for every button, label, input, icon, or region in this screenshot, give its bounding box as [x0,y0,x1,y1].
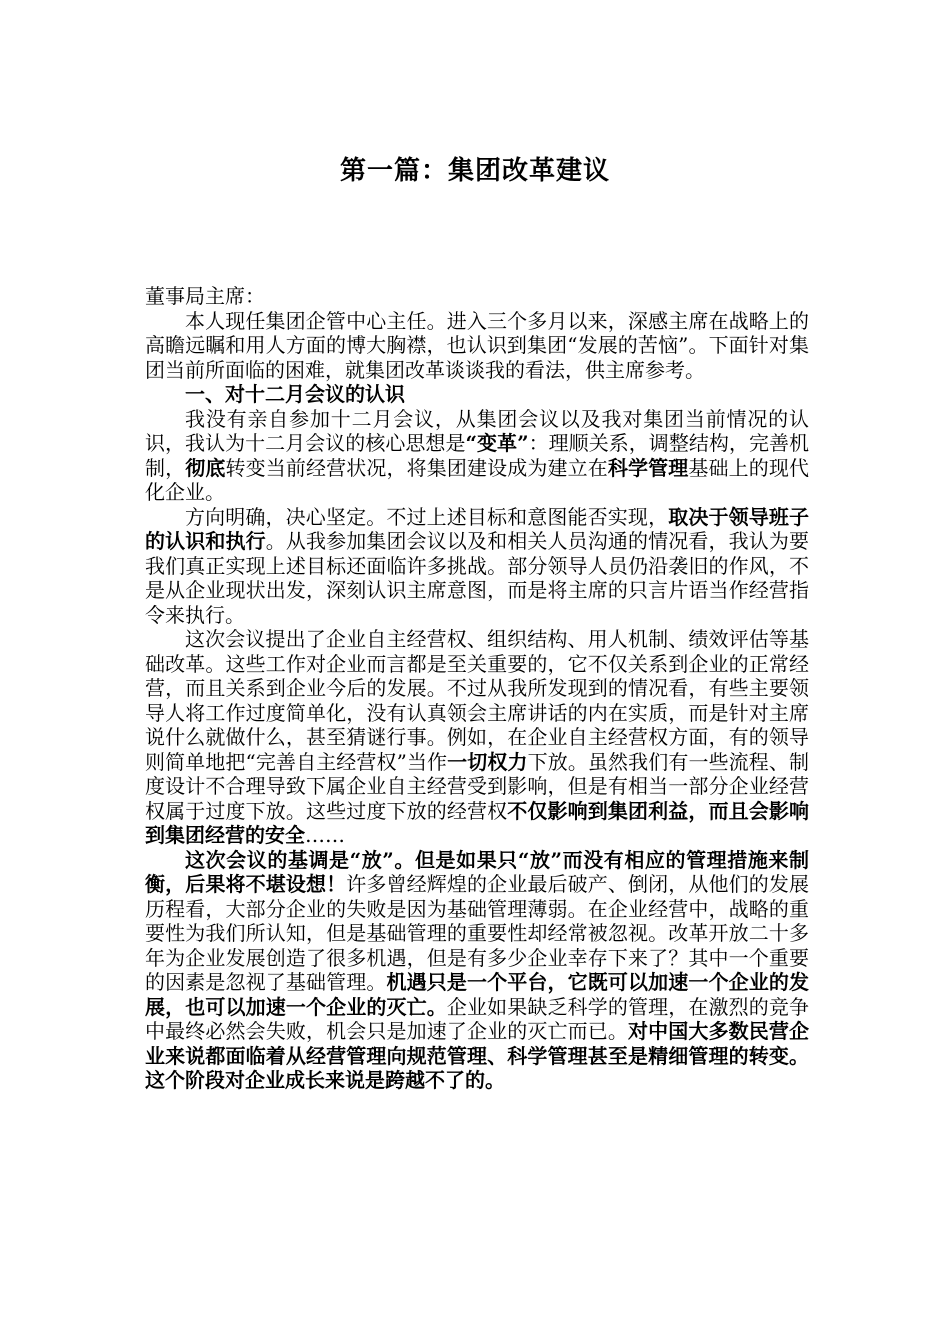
paragraph-1: 本人现任集团企管中心主任。进入三个多月以来，深感主席在战略上的高瞻远瞩和用人方面的博大胸襟，也认识到集团“发展的苦恼”。下面针对集团当前所面临的困难，就集团改革谈谈我的看法，供主席参考。 [145,308,809,382]
paragraph-4-text-e: …… [305,823,345,847]
paragraph-2-bold-b: “变革” [465,431,529,455]
paragraph-2-text-c: ：理顺关系，调整结构，完善机制， [145,431,810,480]
paragraph-2-text-g: 基础上的现代化企业。 [145,455,809,504]
paragraph-2 [145,407,809,505]
paragraph-2-text-a: 我没有亲自参加十二月会议，从集团会议以及我对集团当前情况的认识，我认为十二月会议的核心思想是 [145,406,809,455]
paragraph-4-bold-d: 不仅影响到集团利益，而且会影响到集团经营的安全 [145,798,809,847]
paragraph-2-bold-d: 彻底 [185,455,226,480]
paragraph-3-bold-b: 取决于领导班子的认识和执行 [145,504,810,553]
paragraph-4-bold-b: 一切权力 [447,749,528,774]
document-body [145,284,809,1093]
paragraph-4-text-c: 下放。虽然我们有一些流程、制度设计不合理导致下属企业自主经营受到影响，但是有相当一部分企业经营权属于过度下放。这些过度下放的经营权 [145,749,810,823]
paragraph-2-text-e: 转变当前经营状况，将集团建设成为建立在 [225,455,608,480]
salutation: 董事局主席： [145,284,265,308]
document-title: 第一篇：集团改革建议 [339,156,610,186]
paragraph-5-bold-c: 机遇只是一个平台，它既可以加速一个企业的发展，也可以加速一个企业的灭亡。 [145,970,809,1019]
paragraph-5 [145,848,809,1093]
paragraph-4 [145,627,809,848]
section-heading-1-text: 一、对十二月会议的认识 [185,382,405,406]
paragraph-2-bold-f: 科学管理 [607,455,689,480]
paragraph-3-text-c: 。从我参加集团会议以及和相关人员沟通的情况看，我认为要我们真正实现上述目标还面临许多挑战。部分领导人员仍沿袭旧的作风，不是从企业现状出发，深刻认识主席意图，而是将主席的只言片语当作经营指令来执行。 [145,529,809,627]
paragraph-3-text-a: 方向明确，决心坚定。不过上述目标和意图能否实现， [185,504,669,529]
paragraph-5-bold-a: 这次会议的基调是“放”。但是如果只“放”而没有相应的管理措施来制衡，后果将不堪设想！ [145,847,809,896]
paragraph-4-text-a: 这次会议提出了企业自主经营权、组织结构、用人机制、绩效评估等基础改革。这些工作对企业而言都是至关重要的，它不仅关系到企业的正常经营，而且关系到企业今后的发展。不过从我所发现到的情况看，有些主要领导人将工作过度简单化，没有认真领会主席讲话的内在实质，而是针对主席说什么就做什么，甚至猜谜行事。例如，在企业自主经营权方面，有的领导则简单地把“完善自主经营权”当作 [145,627,809,774]
section-heading-1 [145,382,809,407]
paragraph-3 [145,505,809,628]
paragraph-5-text-b: 许多曾经辉煌的企业最后破产、倒闭，从他们的发展历程看，大部分企业的失败是因为基础管理薄弱。在企业经营中，战略的重要性为我们所认知，但是基础管理的重要性却经常被忽视。改革开放二十多年为企业发展创造了很多机遇，但是有多少企业幸存下来了？其中一个重要的因素是忽视了基础管理。 [145,872,809,994]
paragraph-5-bold-e: 对中国大多数民营企业来说都面临着从经营管理向规范管理、科学管理甚至是精细管理的转变。这个阶段对企业成长来说是跨越不了的。 [145,1019,809,1092]
paragraph-5-text-d: 企业如果缺乏科学的管理，在激烈的竞争中最终必然会失败，机会只是加速了企业的灭亡而已。 [145,994,809,1043]
